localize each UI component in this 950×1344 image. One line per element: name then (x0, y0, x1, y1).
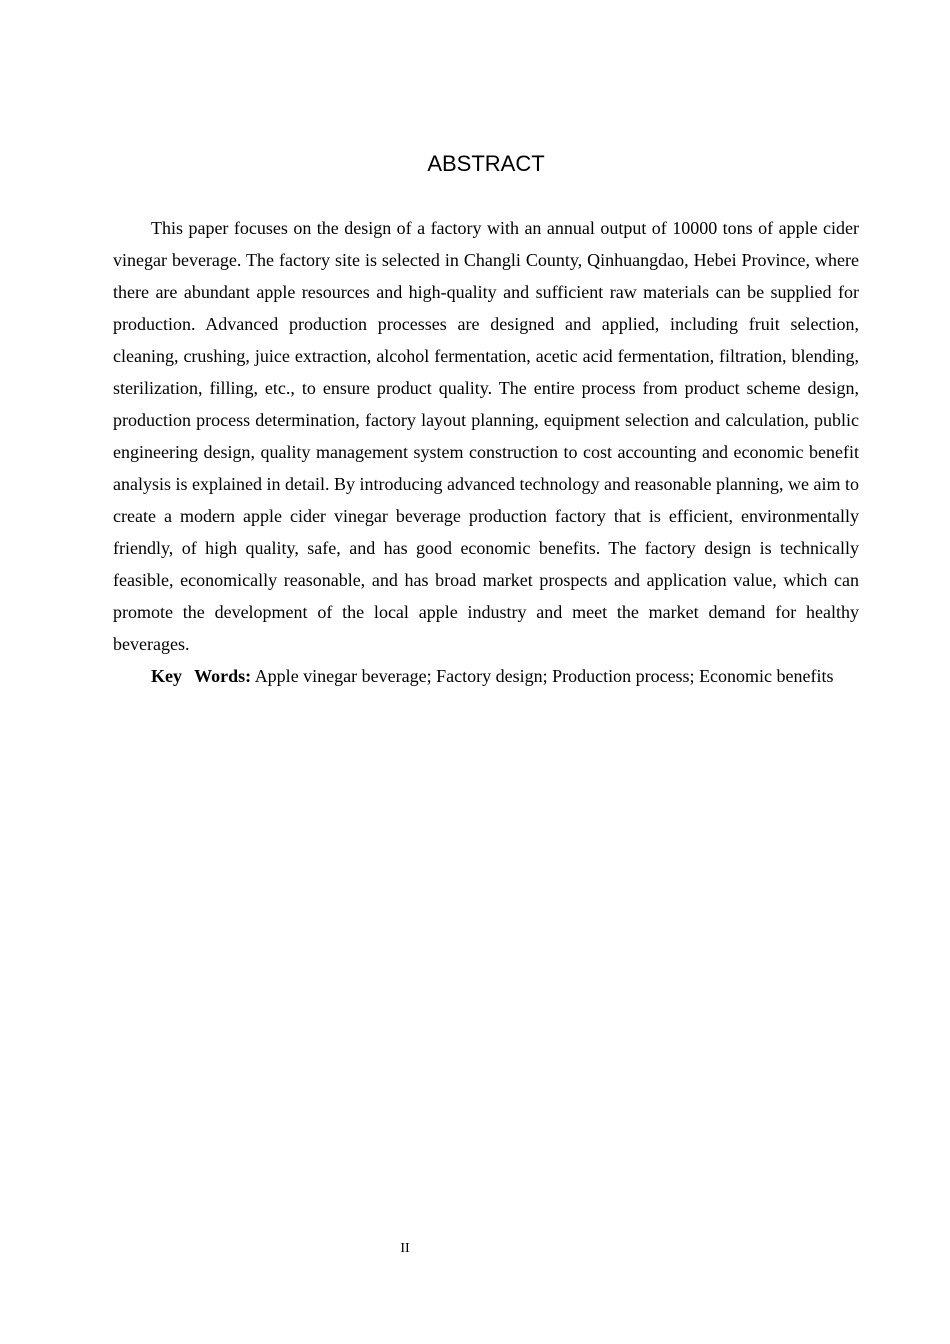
abstract-title: ABSTRACT (427, 151, 545, 176)
keywords-line (113, 660, 859, 692)
keywords-text: Apple vinegar beverage; Factory design; Production process; Economic benefits (254, 666, 834, 686)
page-number: II (400, 1241, 410, 1256)
keywords-label: Key Words: (151, 666, 252, 686)
abstract-paragraph: This paper focuses on the design of a factory with an annual output of 10000 tons of apple cider vinegar beverage. The factory site is selected in Changli County, Qinhuangdao, Hebei Province, where there are abundant apple resources and high-quality and sufficient raw materials can be supplied for production. Advanced production processes are designed and applied, including fruit selection, cleaning, crushing, juice extraction, alcohol fermentation, acetic acid fermentation, filtration, blending, sterilization, filling, etc., to ensure product quality. The entire process from product scheme design, production process determination, factory layout planning, equipment selection and calculation, public engineering design, quality management system construction to cost accounting and economic benefit analysis is explained in detail. By introducing advanced technology and reasonable planning, we aim to create a modern apple cider vinegar beverage production factory that is efficient, environmentally friendly, of high quality, safe, and has good economic benefits. The factory design is technically feasible, economically reasonable, and has broad market prospects and application value, which can promote the development of the local apple industry and meet the market demand for healthy beverages. (113, 218, 859, 654)
abstract-body (113, 212, 859, 692)
